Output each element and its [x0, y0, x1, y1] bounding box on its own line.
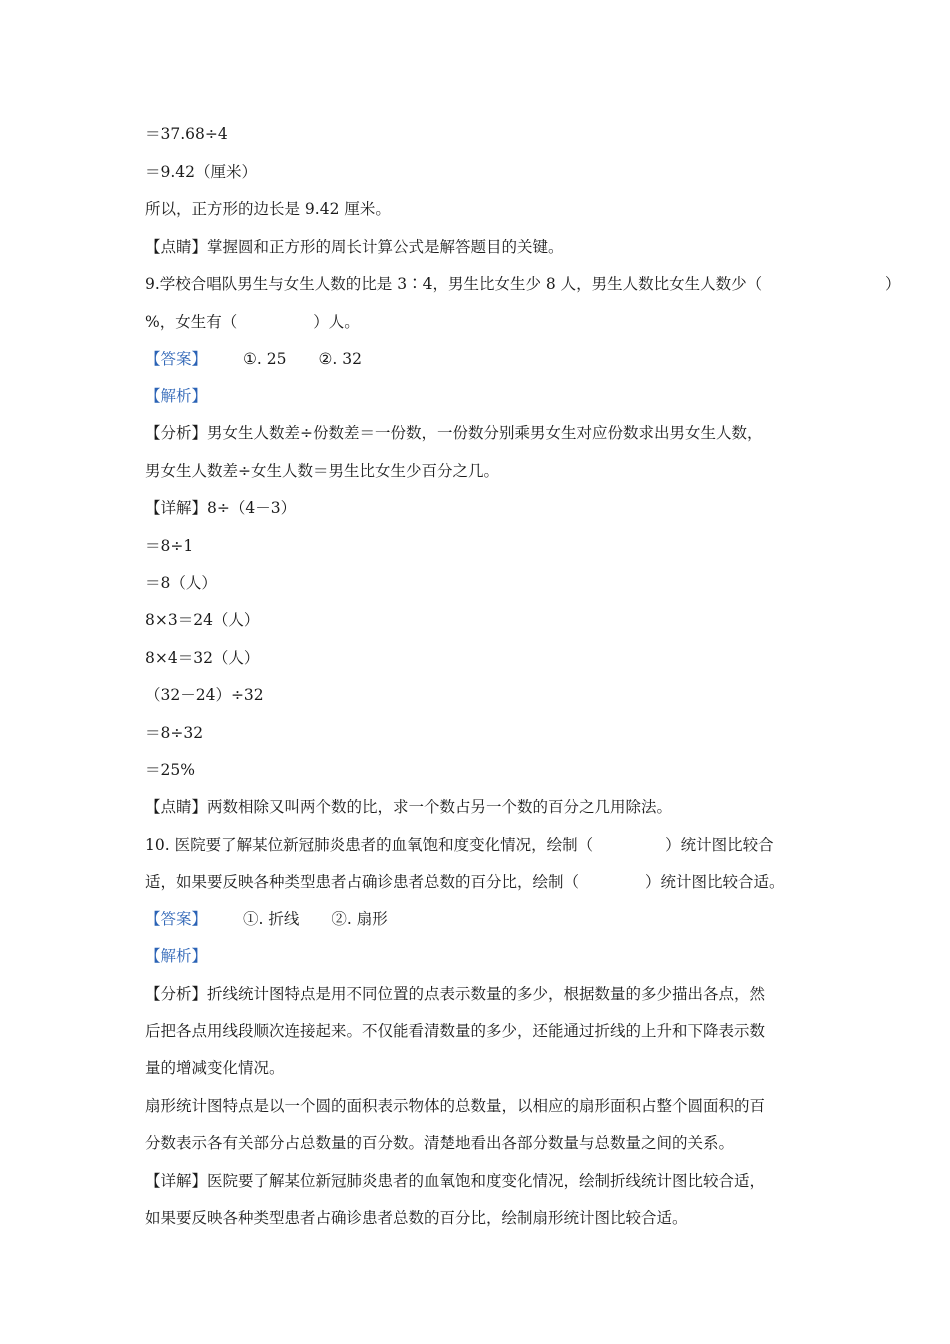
q10-fenxi-line-4: 扇形统计图特点是以一个圆的面积表示物体的总数量，以相应的扇形面积占整个圆面积的百 — [145, 1097, 766, 1115]
q9-answer — [145, 349, 362, 369]
dianjing-text: 掌握圆和正方形的周长计算公式是解答题目的关键。 — [207, 238, 564, 256]
q8-dianjing — [145, 237, 564, 257]
q10-stem-part-a: 10. 医院要了解某位新冠肺炎患者的血氧饱和度变化情况，绘制（ — [145, 836, 594, 854]
answer-1: ①. 折线 — [243, 910, 300, 928]
fenxi-tag: 【分析】 — [145, 424, 208, 442]
fenxi-text: 男女生人数差÷份数差＝一份数，一份数分别乘男女生对应份数求出男女生人数， — [207, 424, 763, 442]
answer-tag: 【答案】 — [145, 910, 208, 928]
q8-conclusion: 所以，正方形的边长是 9.42 厘米。 — [145, 200, 391, 218]
q10-stem-part-c: 适，如果要反映各种类型患者占确诊患者总数的百分比，绘制（ — [145, 873, 580, 891]
dianjing-tag: 【点睛】 — [145, 238, 208, 256]
q8-step-2: ＝9.42（厘米） — [145, 163, 258, 181]
q9-step: 8×3＝24（人） — [145, 611, 260, 629]
q9-dianjing — [145, 797, 672, 817]
q10-stem-line-1 — [145, 835, 774, 855]
answer-tag: 【答案】 — [145, 350, 208, 368]
q9-step: 8×4＝32（人） — [145, 649, 260, 667]
xiangjie-tag: 【详解】 — [145, 499, 208, 517]
q9-step: ＝8÷32 — [145, 724, 204, 742]
dianjing-tag: 【点睛】 — [145, 798, 208, 816]
xiangjie-text: 医院要了解某位新冠肺炎患者的血氧饱和度变化情况，绘制折线统计图比较合适， — [207, 1172, 766, 1190]
q9-blank-close: ） — [885, 275, 901, 293]
answer-1: ①. 25 — [243, 350, 287, 368]
q10-answer — [145, 909, 388, 929]
xiangjie-tag: 【详解】 — [145, 1172, 208, 1190]
dianjing-text: 两数相除又叫两个数的比，求一个数占另一个数的百分之几用除法。 — [207, 798, 673, 816]
fenxi-tag: 【分析】 — [145, 985, 208, 1003]
xiangjie-text: 8÷（4－3） — [207, 499, 297, 517]
answer-2: ②. 扇形 — [331, 910, 388, 928]
q10-stem-part-d: ）统计图比较合适。 — [645, 873, 785, 891]
q9-jiexi-tag: 【解析】 — [145, 387, 208, 405]
q9-fenxi-line-2: 男女生人数差÷女生人数＝男生比女生少百分之几。 — [145, 462, 499, 480]
q10-fenxi-line-3: 量的增减变化情况。 — [145, 1059, 285, 1077]
q9-stem-part-a: %，女生有（ — [145, 313, 238, 331]
q9-stem-text: 9.学校合唱队男生与女生人数的比是 3∶4，男生比女生少 8 人，男生人数比女生人数少（ — [145, 275, 763, 293]
q10-fenxi-line-2: 后把各点用线段顺次连接起来。不仅能看清数量的多少，还能通过折线的上升和下降表示数 — [145, 1022, 766, 1040]
q9-step: ＝25% — [145, 761, 195, 779]
q9-stem-line-2 — [145, 312, 360, 332]
q10-stem-line-2 — [145, 872, 785, 892]
q9-step: （32－24）÷32 — [145, 686, 264, 704]
q10-fenxi-line-1 — [145, 984, 765, 1004]
q10-xiangjie-line-1 — [145, 1171, 765, 1191]
q10-xiangjie-line-2: 如果要反映各种类型患者占确诊患者总数的百分比，绘制扇形统计图比较合适。 — [145, 1209, 688, 1227]
fenxi-text: 折线统计图特点是用不同位置的点表示数量的多少，根据数量的多少描出各点，然 — [207, 985, 766, 1003]
q10-fenxi-line-5: 分数表示各有关部分占总数量的百分数。清楚地看出各部分数量与总数量之间的关系。 — [145, 1134, 735, 1152]
q9-stem-part-b: ）人。 — [313, 313, 360, 331]
q9-xiangjie — [145, 498, 296, 518]
q10-stem-part-b: ）统计图比较合 — [665, 836, 774, 854]
q9-fenxi-line-1 — [145, 423, 763, 443]
q10-jiexi-tag: 【解析】 — [145, 947, 208, 965]
q9-step: ＝8÷1 — [145, 537, 194, 555]
answer-2: ②. 32 — [318, 350, 362, 368]
q9-stem-line-1 — [145, 274, 762, 294]
q8-step-1: ＝37.68÷4 — [145, 125, 228, 143]
q9-step: ＝8（人） — [145, 574, 217, 592]
